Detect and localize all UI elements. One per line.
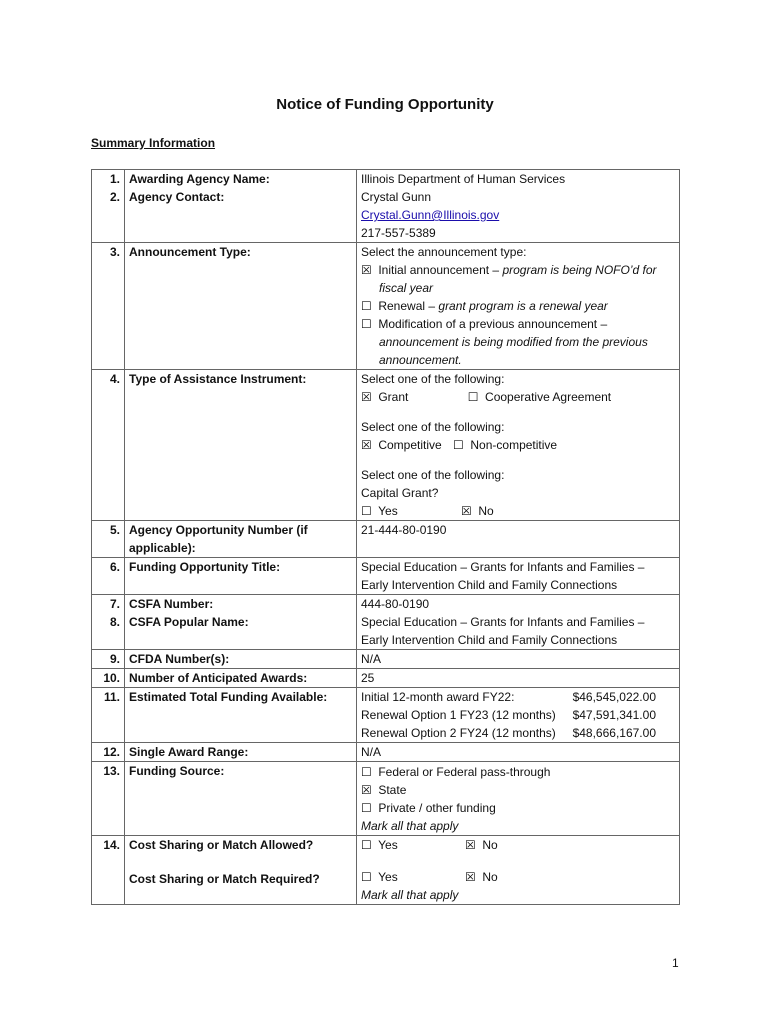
unchecked-box-icon[interactable]: ☐ (361, 870, 372, 884)
popular-name-line: Special Education – Grants for Infants and Families – (361, 615, 645, 629)
row-number: 7. (92, 595, 125, 614)
row-number: 5. (92, 521, 125, 558)
unchecked-box-icon[interactable]: ☐ (361, 299, 372, 313)
funding-source-option: Federal or Federal pass-through (378, 765, 551, 779)
checked-box-icon[interactable]: ☒ (361, 390, 372, 404)
summary-heading: Summary Information (91, 136, 216, 150)
contact-phone: 217-557-5389 (361, 226, 436, 240)
option-note: grant program is a renewal year (438, 299, 608, 313)
no-option: No (482, 838, 498, 852)
row-number: 13. (92, 762, 125, 836)
option-note-cont: announcement. (379, 353, 462, 367)
row-number: 6. (92, 558, 125, 595)
option-text: Modification of a previous announcement – (378, 317, 608, 331)
table-row (92, 370, 680, 521)
checked-box-icon[interactable]: ☒ (361, 783, 372, 797)
funding-period: Renewal Option 1 FY23 (12 months) (361, 708, 556, 722)
option-note-cont: fiscal year (379, 281, 434, 295)
unchecked-box-icon[interactable]: ☐ (361, 317, 372, 331)
row-label: Agency Contact: (125, 188, 357, 243)
row-value: N/A (357, 743, 680, 762)
page-number: 1 (672, 956, 679, 970)
row-number: 9. (92, 650, 125, 669)
row-number: 3. (92, 243, 125, 370)
mark-all-note: Mark all that apply (361, 888, 459, 902)
noncompetitive-option: Non-competitive (470, 438, 558, 452)
row-value (357, 762, 680, 836)
row-label: CFDA Number(s): (125, 650, 357, 669)
row-label: CSFA Number: (125, 595, 357, 614)
funding-period: Initial 12-month award FY22: (361, 690, 515, 704)
checked-box-icon[interactable]: ☒ (465, 870, 476, 884)
row-label (125, 836, 357, 905)
select-prompt: Select one of the following: (361, 372, 505, 386)
competitive-option: Competitive (378, 438, 442, 452)
yes-option: Yes (378, 870, 398, 884)
yes-option: Yes (378, 838, 398, 852)
checked-box-icon[interactable]: ☒ (361, 438, 372, 452)
table-row (92, 762, 680, 836)
row-label: Funding Source: (125, 762, 357, 836)
mark-all-note: Mark all that apply (361, 819, 459, 833)
table-row (92, 743, 680, 762)
checked-box-icon[interactable]: ☒ (465, 838, 476, 852)
table-row (92, 650, 680, 669)
row-number: 2. (92, 188, 125, 243)
match-required-label: Cost Sharing or Match Required? (129, 872, 320, 886)
row-value (357, 370, 680, 521)
row-number: 1. (92, 170, 125, 189)
row-label (125, 521, 357, 558)
table-row (92, 188, 680, 243)
row-value (357, 613, 680, 650)
row-number: 10. (92, 669, 125, 688)
row-label: CSFA Popular Name: (125, 613, 357, 650)
match-allowed-label: Cost Sharing or Match Allowed? (129, 838, 314, 852)
row-number: 12. (92, 743, 125, 762)
funding-source-option: Private / other funding (378, 801, 496, 815)
yes-option: Yes (378, 504, 398, 518)
option-note: announcement is being modified from the previous (379, 335, 648, 349)
row-value: 21-444-80-0190 (357, 521, 680, 558)
unchecked-box-icon[interactable]: ☐ (361, 765, 372, 779)
checked-box-icon[interactable]: ☒ (361, 263, 372, 277)
row-number: 11. (92, 688, 125, 743)
row-value: 444-80-0190 (357, 595, 680, 614)
row-label-line: Agency Opportunity Number (if (129, 523, 308, 537)
title-line: Special Education – Grants for Infants and Families – (361, 560, 645, 574)
unchecked-box-icon[interactable]: ☐ (467, 390, 479, 404)
row-value (357, 243, 680, 370)
option-note: program is being NOFO’d for (502, 263, 657, 277)
row-value: 25 (357, 669, 680, 688)
funding-period: Renewal Option 2 FY24 (12 months) (361, 726, 556, 740)
unchecked-box-icon[interactable]: ☐ (361, 838, 372, 852)
option-text: Initial announcement – (378, 263, 503, 277)
row-number: 4. (92, 370, 125, 521)
table-row (92, 688, 680, 743)
title-line: Early Intervention Child and Family Connections (361, 578, 618, 592)
funding-amount: $46,545,022.00 (572, 690, 656, 704)
row-label: Awarding Agency Name: (125, 170, 357, 189)
checked-box-icon[interactable]: ☒ (461, 504, 472, 518)
row-label: Announcement Type: (125, 243, 357, 370)
unchecked-box-icon[interactable]: ☐ (361, 504, 372, 518)
no-option: No (482, 870, 498, 884)
row-label: Type of Assistance Instrument: (125, 370, 357, 521)
contact-email-link[interactable]: Crystal.Gunn@Illinois.gov (361, 208, 500, 222)
row-value (357, 688, 680, 743)
table-row (92, 669, 680, 688)
page-title: Notice of Funding Opportunity (276, 96, 494, 113)
table-row (92, 558, 680, 595)
capital-grant-question: Capital Grant? (361, 486, 439, 500)
unchecked-box-icon[interactable]: ☐ (453, 438, 464, 452)
row-label: Single Award Range: (125, 743, 357, 762)
row-number: 8. (92, 613, 125, 650)
table-row (92, 243, 680, 370)
table-row (92, 170, 680, 189)
table-row (92, 595, 680, 614)
row-label: Number of Anticipated Awards: (125, 669, 357, 688)
row-label-line: applicable): (129, 541, 196, 555)
table-row (92, 836, 680, 905)
select-prompt: Select one of the following: (361, 420, 505, 434)
funding-amount: $47,591,341.00 (572, 708, 656, 722)
unchecked-box-icon[interactable]: ☐ (361, 801, 372, 815)
funding-source-option: State (378, 783, 407, 797)
option-text: Renewal – (378, 299, 439, 313)
table-row (92, 521, 680, 558)
announcement-intro: Select the announcement type: (361, 245, 527, 259)
contact-name: Crystal Gunn (361, 190, 432, 204)
select-prompt: Select one of the following: (361, 468, 505, 482)
grant-option: Grant (378, 390, 409, 404)
row-label: Estimated Total Funding Available: (125, 688, 357, 743)
summary-table (91, 169, 680, 905)
row-value (357, 558, 680, 595)
row-number: 14. (92, 836, 125, 905)
table-row (92, 613, 680, 650)
no-option: No (478, 504, 494, 518)
row-value: Illinois Department of Human Services (357, 170, 680, 189)
funding-amount: $48,666,167.00 (572, 726, 656, 740)
row-value (357, 836, 680, 905)
row-label: Funding Opportunity Title: (125, 558, 357, 595)
row-value (357, 188, 680, 243)
row-value: N/A (357, 650, 680, 669)
popular-name-line: Early Intervention Child and Family Connections (361, 633, 618, 647)
cooperative-option: Cooperative Agreement (485, 390, 612, 404)
